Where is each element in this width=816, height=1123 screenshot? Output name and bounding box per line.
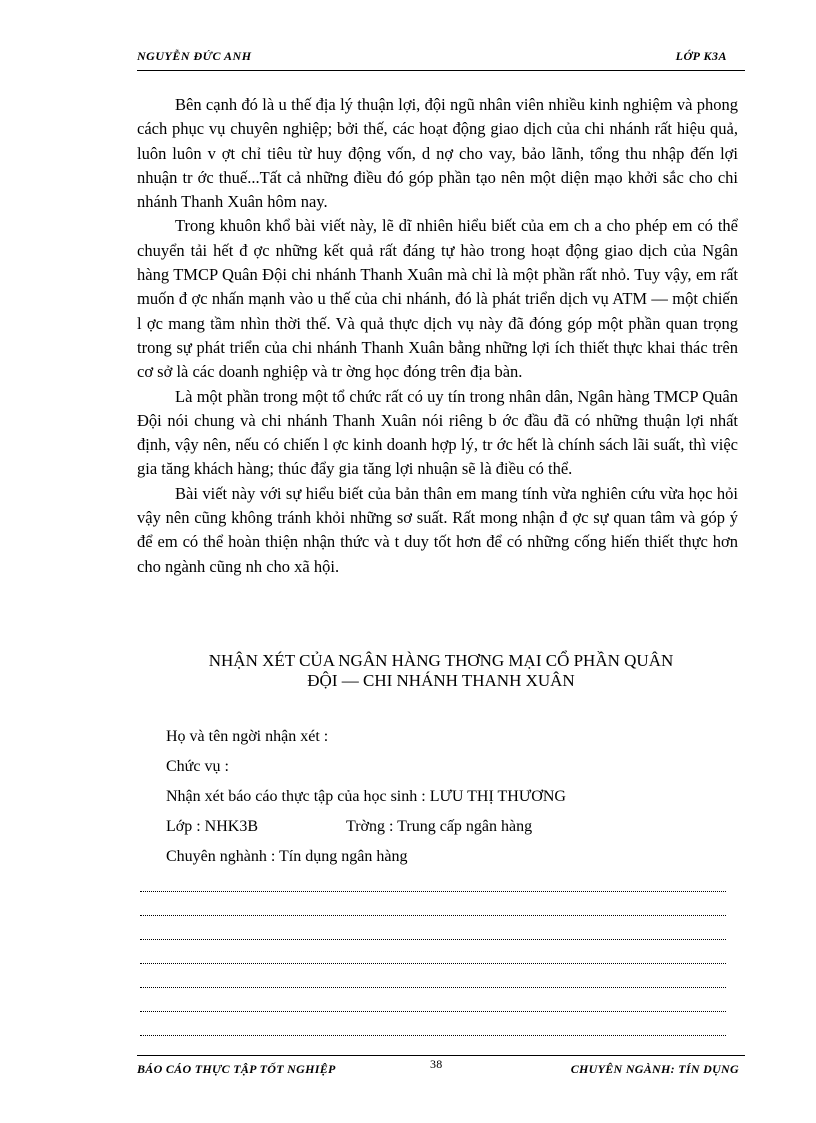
paragraph-3: Là một phần trong một tổ chức rất có uy tín trong nhân dân, Ngân hàng TMCP Quân Đội nói chung và chi nhánh Thanh Xuân nói riêng b ớc đầu đã có những thuận lợi nhất định, vậy nên, nếu có chiến l ợc kinh doanh hợp lý, tr ớc hết là chính sách lãi suất, thì việc gia tăng khách hàng; thúc đẩy gia tăng lợi nhuận sẽ là điều có thể. — [137, 386, 738, 479]
comment-line — [140, 892, 726, 916]
comment-line — [140, 916, 726, 940]
comment-line — [140, 964, 726, 988]
section-title-line-2: ĐỘI — CHI NHÁNH THANH XUÂN — [307, 671, 575, 690]
class-field: Lớp : NHK3B — [166, 818, 259, 835]
page-header — [137, 49, 745, 67]
footer-major: CHUYÊN NGÀNH: TÍN DỤNG — [570, 1062, 739, 1076]
class-school-row — [166, 812, 726, 842]
major-field: Chuyên nghành : Tín dụng ngân hàng — [166, 848, 408, 865]
footer-report-title: BÁO CÁO THỰC TẬP TỐT NGHIỆP — [137, 1062, 336, 1076]
review-fields — [166, 722, 726, 872]
paragraph-2: Trong khuôn khổ bài viết này, lẽ dĩ nhiên hiểu biết của em ch a cho phép em có thể chuyển tải hết đ ợc những kết quả rất đáng tự hào trong hoạt động giao dịch của Ngân hàng TMCP Quân Đội chi nhánh Thanh Xuân mà chỉ là một phần rất nhỏ. Tuy vậy, em rất muốn đ ợc nhấn mạnh vào u thế của chi nhánh, đó là phát triển dịch vụ ATM — một chiến l ợc mang tầm nhìn thời thế. Và quả thực dịch vụ này đã đóng góp một phần quan trọng trong sự phát triển của chi nhánh Thanh Xuân bằng những lợi ích thiết thực khai thác trên cơ sở là các doanh nghiệp và tr ờng học đóng trên địa bàn. — [137, 216, 738, 382]
reviewer-name-field: Họ và tên ngời nhận xét : — [166, 728, 329, 745]
comment-line — [140, 868, 726, 892]
position-field: Chức vụ : — [166, 758, 229, 775]
comment-line — [140, 988, 726, 1012]
body-text — [137, 93, 738, 579]
header-class: LỚP K3A — [675, 49, 727, 63]
comment-line — [140, 940, 726, 964]
header-author: NGUYỄN ĐỨC ANH — [137, 49, 252, 63]
page-number: 38 — [430, 1057, 443, 1071]
paragraph-1: Bên cạnh đó là u thế địa lý thuận lợi, đội ngũ nhân viên nhiều kinh nghiệm và phong cách phục vụ chuyên nghiệp; bởi thế, các hoạt động giao dịch của chi nhánh rất hiệu quả, luôn luôn v ợt chỉ tiêu từ huy động vốn, d nợ cho vay, bảo lãnh, tổng thu nhập đến lợi nhuận tr ớc thuế...Tất cả những điều đó góp phần tạo nên một diện mạo khởi sắc cho chi nhánh Thanh Xuân hôm nay. — [137, 95, 738, 212]
comment-lines — [140, 868, 726, 1036]
paragraph-4: Bài viết này với sự hiểu biết của bản thân em mang tính vừa nghiên cứu vừa học hỏi vậy nên cũng không tránh khỏi những sơ suất. Rất mong nhận đ ợc sự quan tâm và góp ý để em có thể hoàn thiện nhận thức và t duy tốt hơn để có những cống hiến thiết thực hơn cho ngành cũng nh cho xã hội. — [137, 483, 738, 576]
section-title — [137, 651, 745, 691]
footer-rule — [137, 1055, 745, 1056]
section-title-line-1: NHẬN XÉT CỦA NGÂN HÀNG THƠNG MẠI CỔ PHẦN QUÂN — [208, 651, 674, 670]
header-rule — [137, 70, 745, 71]
page-footer — [137, 1057, 745, 1079]
report-student-field: Nhận xét báo cáo thực tập của học sinh : LƯU THỊ THƯƠNG — [166, 788, 566, 805]
comment-line — [140, 1012, 726, 1036]
school-field: Trờng : Trung cấp ngân hàng — [346, 818, 533, 835]
